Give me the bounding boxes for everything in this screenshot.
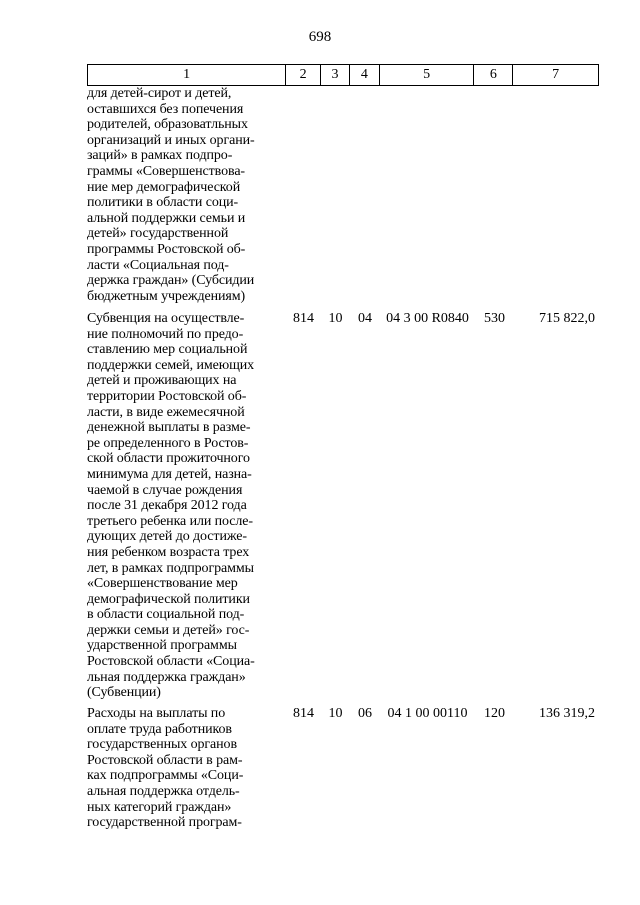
table-row — [87, 311, 599, 701]
cell-col6: 120 — [484, 706, 505, 721]
description-line: детей и проживающих на — [87, 373, 237, 389]
description-line: Субвенция на осуществле- — [87, 311, 245, 326]
description-line: Ростовской области в рам- — [87, 752, 243, 768]
description-line: Ростовской области «Социа- — [87, 654, 255, 670]
description-line: ние полномочий по предо- — [87, 326, 244, 342]
row-values — [286, 311, 599, 327]
cell-col6: 530 — [484, 311, 505, 326]
description-line: держка граждан» (Субсидии — [87, 273, 255, 289]
cell-col5: 04 1 00 00110 — [387, 706, 468, 721]
cell-col3: 10 — [328, 311, 343, 326]
column-header-5: 5 — [380, 65, 475, 85]
description-line: для детей-сирот и детей, — [87, 86, 232, 101]
column-header-3: 3 — [321, 65, 350, 85]
description-line: чаемой в случае рождения — [87, 482, 243, 498]
description-line: оставшихся без попечения — [87, 101, 244, 117]
cell-col5: 04 3 00 R0840 — [386, 311, 469, 326]
description-line: организаций и иных органи- — [87, 132, 255, 148]
description-line: политики в области соци- — [87, 195, 239, 211]
description-line: граммы «Совершенствова- — [87, 163, 245, 179]
description-line: поддержки семей, имеющих — [87, 357, 255, 373]
description-line: ставлению мер социальной — [87, 342, 248, 358]
column-header-1: 1 — [88, 65, 286, 85]
description-line: детей» государственной — [87, 226, 229, 242]
description-line: государственной програм- — [87, 815, 242, 831]
table-header-row — [87, 64, 599, 86]
description-line: третьего ребенка или после- — [87, 513, 253, 529]
description-line: оплате труда работников — [87, 721, 232, 737]
description-line: лет, в рамках подпрограммы — [87, 560, 254, 576]
description-line: ской области прожиточного — [87, 451, 250, 467]
cell-col2: 814 — [293, 311, 314, 326]
description-line: государственных органов — [87, 737, 237, 753]
description-line: дующих детей до достиже- — [87, 529, 247, 545]
description-line: ласти, в виде ежемесячной — [87, 404, 245, 420]
description-line: денежной выплаты в разме- — [87, 420, 251, 436]
description-line: программы Ростовской об- — [87, 241, 246, 257]
description-line: альной поддержки семьи и — [87, 210, 246, 226]
column-header-7: 7 — [552, 67, 560, 82]
column-header-6: 6 — [474, 65, 513, 85]
cell-col4: 06 — [358, 706, 372, 721]
table-row — [87, 86, 599, 304]
description-line: льная поддержка граждан» — [87, 669, 246, 685]
description-line: территории Ростовской об- — [87, 388, 247, 404]
column-header-2: 2 — [286, 65, 321, 85]
description-line: ние мер демографической — [87, 179, 241, 195]
row-values — [286, 706, 599, 722]
cell-col7: 715 822,0 — [539, 311, 595, 326]
description-line: ках подпрограммы «Соци- — [87, 768, 244, 784]
row-description — [87, 706, 276, 831]
page-number: 698 — [308, 29, 332, 45]
column-header-4: 4 — [350, 65, 380, 85]
cell-col4: 04 — [358, 311, 372, 326]
table-row — [87, 706, 599, 831]
description-line: держки семьи и детей» гос- — [87, 622, 250, 638]
cell-col2: 814 — [293, 706, 314, 721]
description-line: ласти «Социальная под- — [87, 257, 229, 273]
description-line: заций» в рамках подпро- — [87, 148, 233, 164]
description-line: (Субвенции) — [87, 685, 161, 701]
row-description — [87, 311, 276, 701]
description-line: ния ребенком возраста трех — [87, 544, 250, 560]
cell-col3: 10 — [328, 706, 343, 721]
description-line: альная поддержка отдель- — [87, 783, 240, 799]
description-line: после 31 декабря 2012 года — [87, 498, 247, 514]
description-line: в области социальной под- — [87, 607, 245, 623]
description-line: ре определенного в Ростов- — [87, 435, 249, 451]
description-line: Расходы на выплаты по — [87, 706, 226, 721]
row-description — [87, 86, 276, 304]
description-line: «Совершенствование мер — [87, 576, 238, 592]
description-line: минимума для детей, назна- — [87, 466, 252, 482]
description-line: демографической политики — [87, 591, 250, 607]
cell-col7: 136 319,2 — [539, 706, 595, 721]
description-line: бюджетным учреждениям) — [87, 288, 246, 304]
description-line: родителей, образоватльных — [87, 117, 248, 133]
description-line: ных категорий граждан» — [87, 799, 232, 815]
description-line: ударственной программы — [87, 638, 237, 654]
